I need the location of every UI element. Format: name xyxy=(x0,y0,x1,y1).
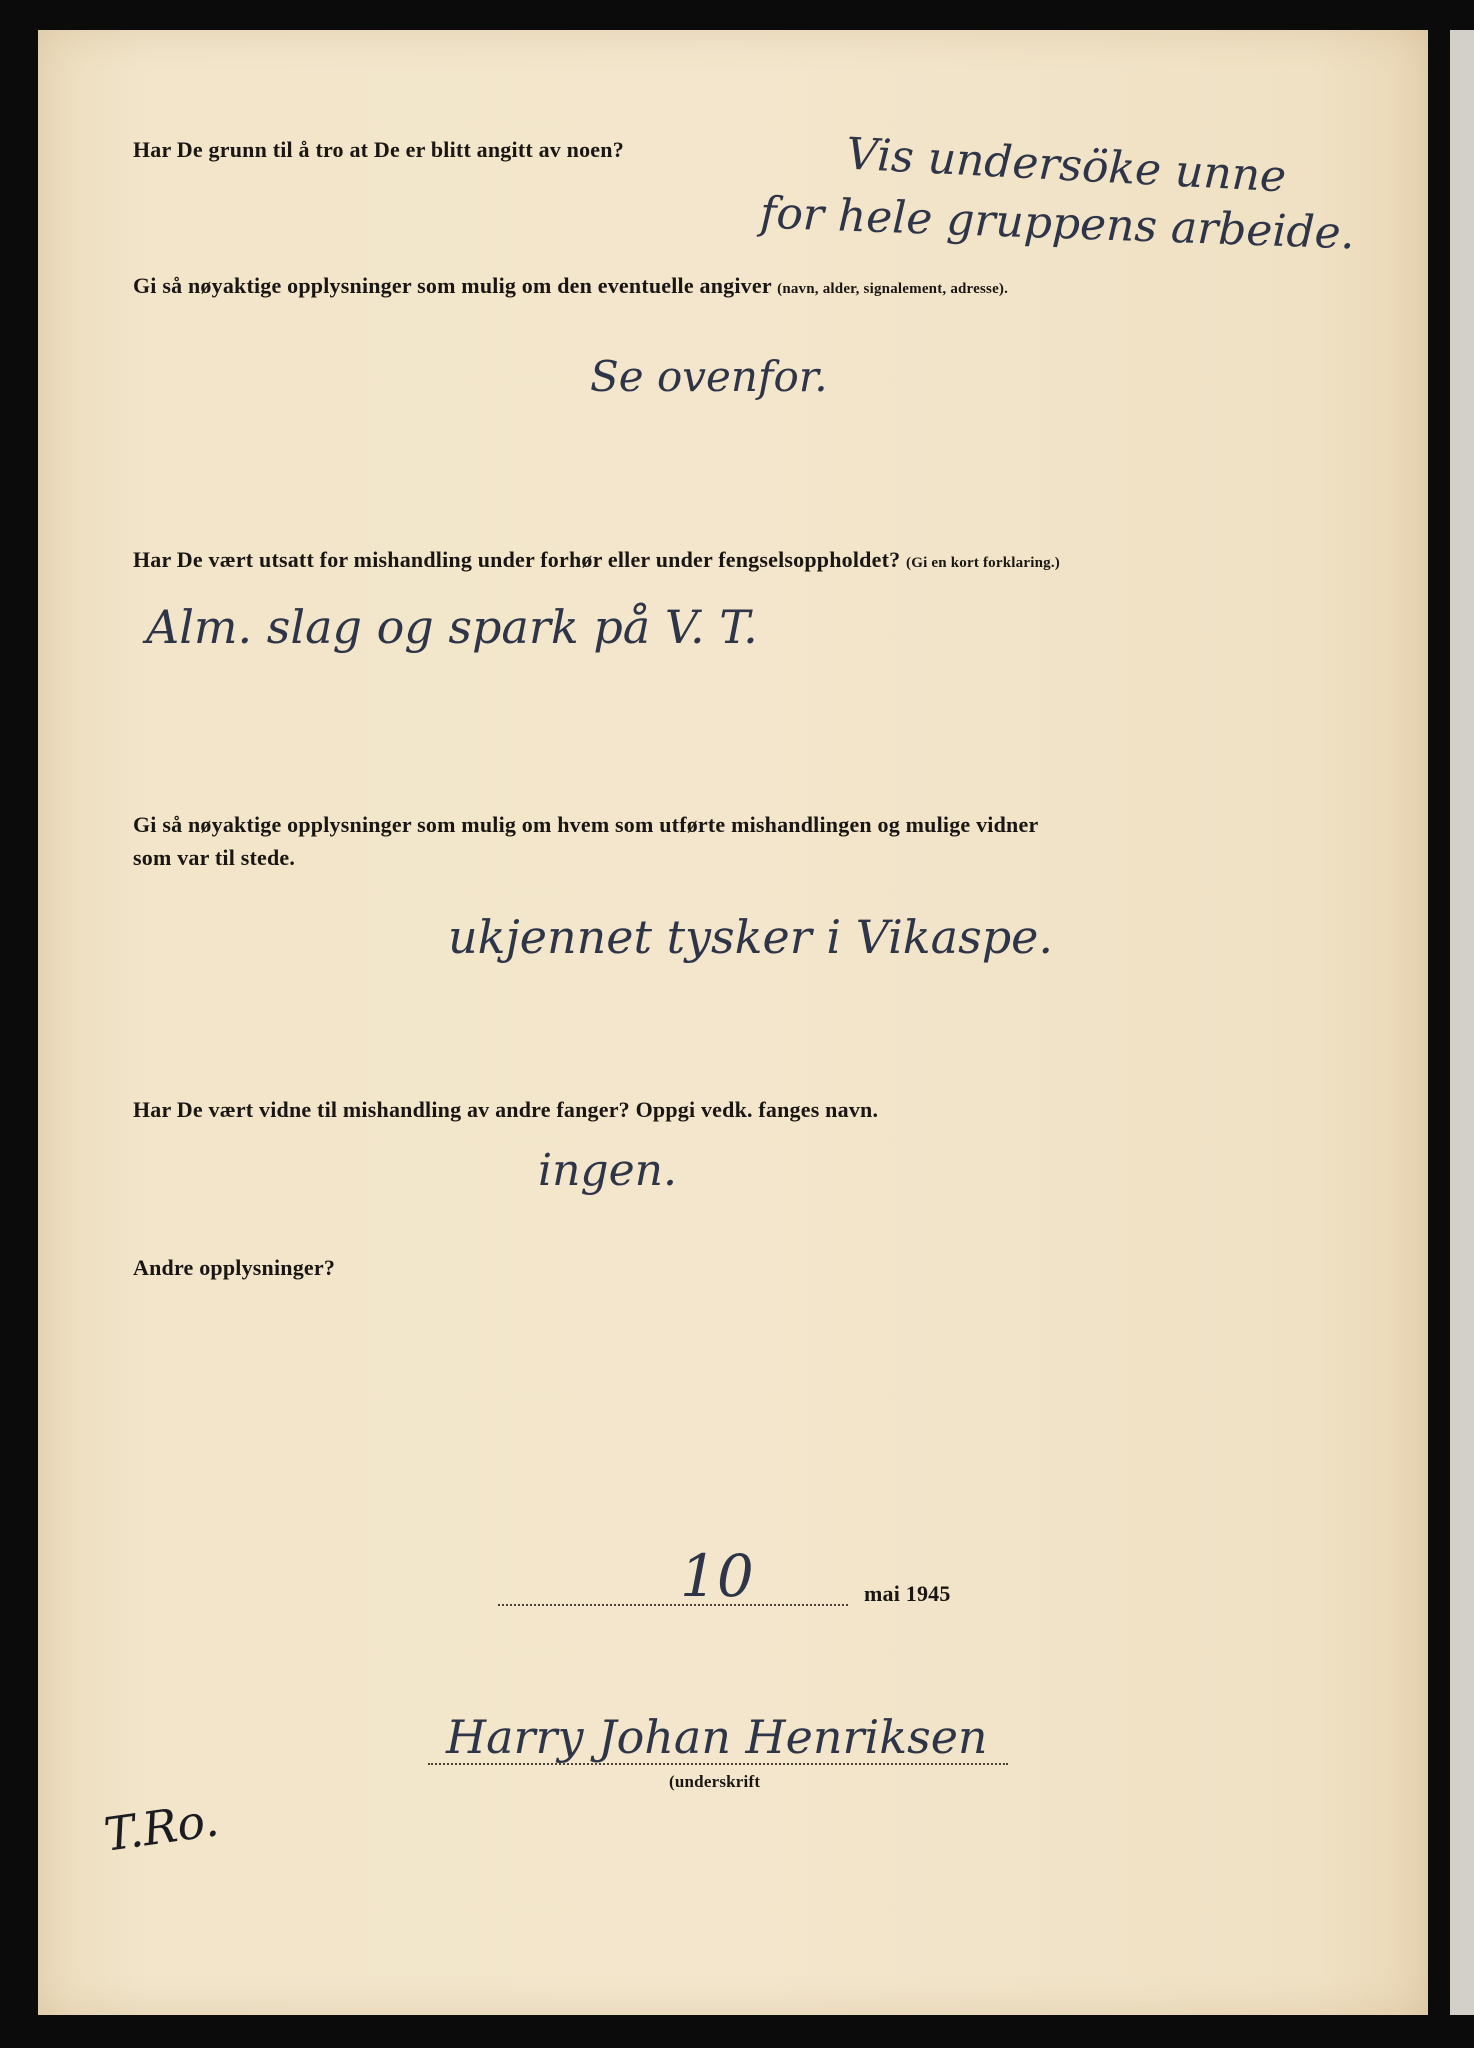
form-page xyxy=(38,30,1428,2015)
question-mistreatment-text: Har De vært utsatt for mishandling under forhør eller under fengselsoppholdet? xyxy=(133,547,901,572)
date-dotted-line xyxy=(498,1604,848,1606)
initials: T.Ro. xyxy=(100,1792,222,1862)
question-informer-details xyxy=(133,273,1008,299)
question-mistreatment xyxy=(133,547,1060,573)
signature-label: (underskrift xyxy=(669,1772,761,1791)
answer-informer-details: Se ovenfor. xyxy=(590,352,828,401)
scanner-edge xyxy=(1450,30,1474,2015)
answer-perpetrators: ukjennet tysker i Vikaspe. xyxy=(448,910,1054,964)
answer-informed-line2: for hele gruppens arbeide. xyxy=(759,187,1356,260)
answer-witness: ingen. xyxy=(538,1145,677,1196)
answer-mistreatment: Alm. slag og spark på V. T. xyxy=(146,600,758,654)
date-month-year: mai 1945 xyxy=(864,1581,951,1606)
question-witness: Har De vært vidne til mishandling av andre fanger? Oppgi vedk. fanges navn. xyxy=(133,1097,879,1122)
question-other-info: Andre opplysninger? xyxy=(133,1255,336,1280)
question-perpetrators-line1: Gi så nøyaktige opplysninger som mulig om hvem som utførte mishandlingen og mulige vidner xyxy=(133,812,1039,837)
question-mistreatment-note: (Gi en kort forklaring.) xyxy=(906,555,1060,571)
question-informer-text: Gi så nøyaktige opplysninger som mulig om den eventuelle angiver xyxy=(133,273,772,298)
question-perpetrators-line2: som var til stede. xyxy=(133,845,296,870)
question-informed: Har De grunn til å tro at De er blitt angitt av noen? xyxy=(133,137,624,162)
question-informer-note: (navn, alder, signalement, adresse). xyxy=(777,281,1009,297)
answer-informed-line1: Vis undersöke unne xyxy=(844,128,1288,203)
date-day: 10 xyxy=(680,1542,754,1610)
signature: Harry Johan Henriksen xyxy=(446,1710,988,1764)
